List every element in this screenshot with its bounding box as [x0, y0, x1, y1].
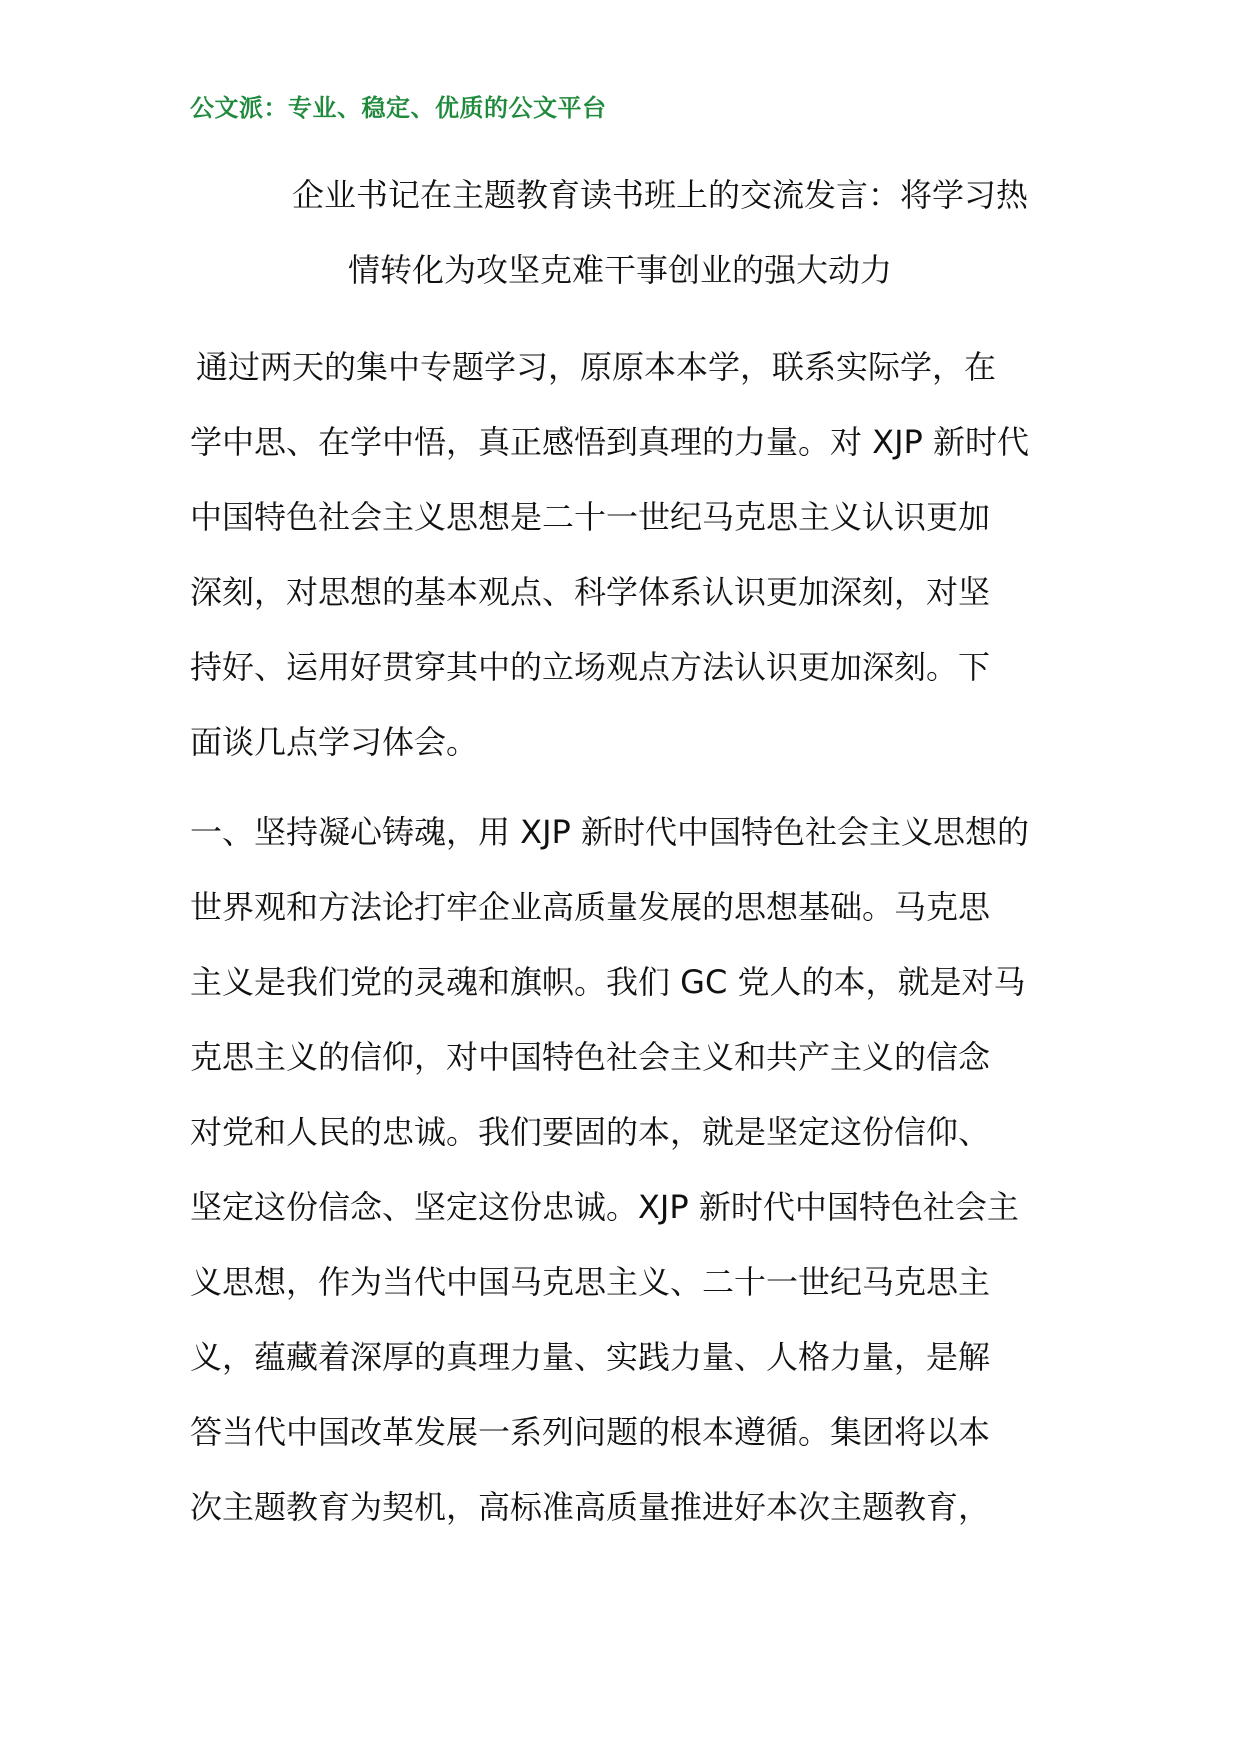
paragraph-line: 主义是我们党的灵魂和旗帜。我们 GC 党人的本，就是对马: [190, 963, 1026, 1001]
paragraph-line: 中国特色社会主义思想是二十一世纪马克思主义认识更加: [190, 498, 991, 536]
paragraph-line: 答当代中国改革发展一系列问题的根本遵循。集团将以本: [190, 1413, 991, 1451]
paragraph-line: 对党和人民的忠诚。我们要固的本，就是坚定这份信仰、: [190, 1113, 991, 1151]
paragraph-line: 坚定这份信念、坚定这份忠诚。XJP 新时代中国特色社会主: [190, 1188, 1019, 1226]
document-title: [190, 158, 1050, 308]
paragraph-line: 一、坚持凝心铸魂，用 XJP 新时代中国特色社会主义思想的: [190, 813, 1030, 851]
paragraph-line: 通过两天的集中专题学习，原原本本学，联系实际学，在: [196, 348, 997, 386]
paragraph-line: 克思主义的信仰，对中国特色社会主义和共产主义的信念: [190, 1038, 991, 1076]
paragraph-line: 持好、运用好贯穿其中的立场观点方法认识更加深刻。下: [190, 648, 991, 686]
paragraph-line: 学中思、在学中悟，真正感悟到真理的力量。对 XJP 新时代: [190, 423, 1030, 461]
paragraph-intro: [190, 330, 1058, 780]
paragraph-line: 深刻，对思想的基本观点、科学体系认识更加深刻，对坚: [190, 573, 991, 611]
paragraph-line: 面谈几点学习体会。: [190, 723, 479, 761]
title-line-1: 企业书记在主题教育读书班上的交流发言：将学习热: [291, 176, 1028, 214]
site-header: 公文派：专业、稳定、优质的公文平台: [190, 94, 607, 122]
paragraph-line: 次主题教育为契机，高标准高质量推进好本次主题教育，: [190, 1488, 991, 1526]
paragraph-line: 世界观和方法论打牢企业高质量发展的思想基础。马克思: [190, 888, 991, 926]
paragraph-section-one: [190, 795, 1058, 1545]
paragraph-line: 义思想，作为当代中国马克思主义、二十一世纪马克思主: [190, 1263, 991, 1301]
title-line-2: 情转化为攻坚克难干事创业的强大动力: [347, 251, 892, 289]
paragraph-line: 义，蕴藏着深厚的真理力量、实践力量、人格力量，是解: [190, 1338, 991, 1376]
